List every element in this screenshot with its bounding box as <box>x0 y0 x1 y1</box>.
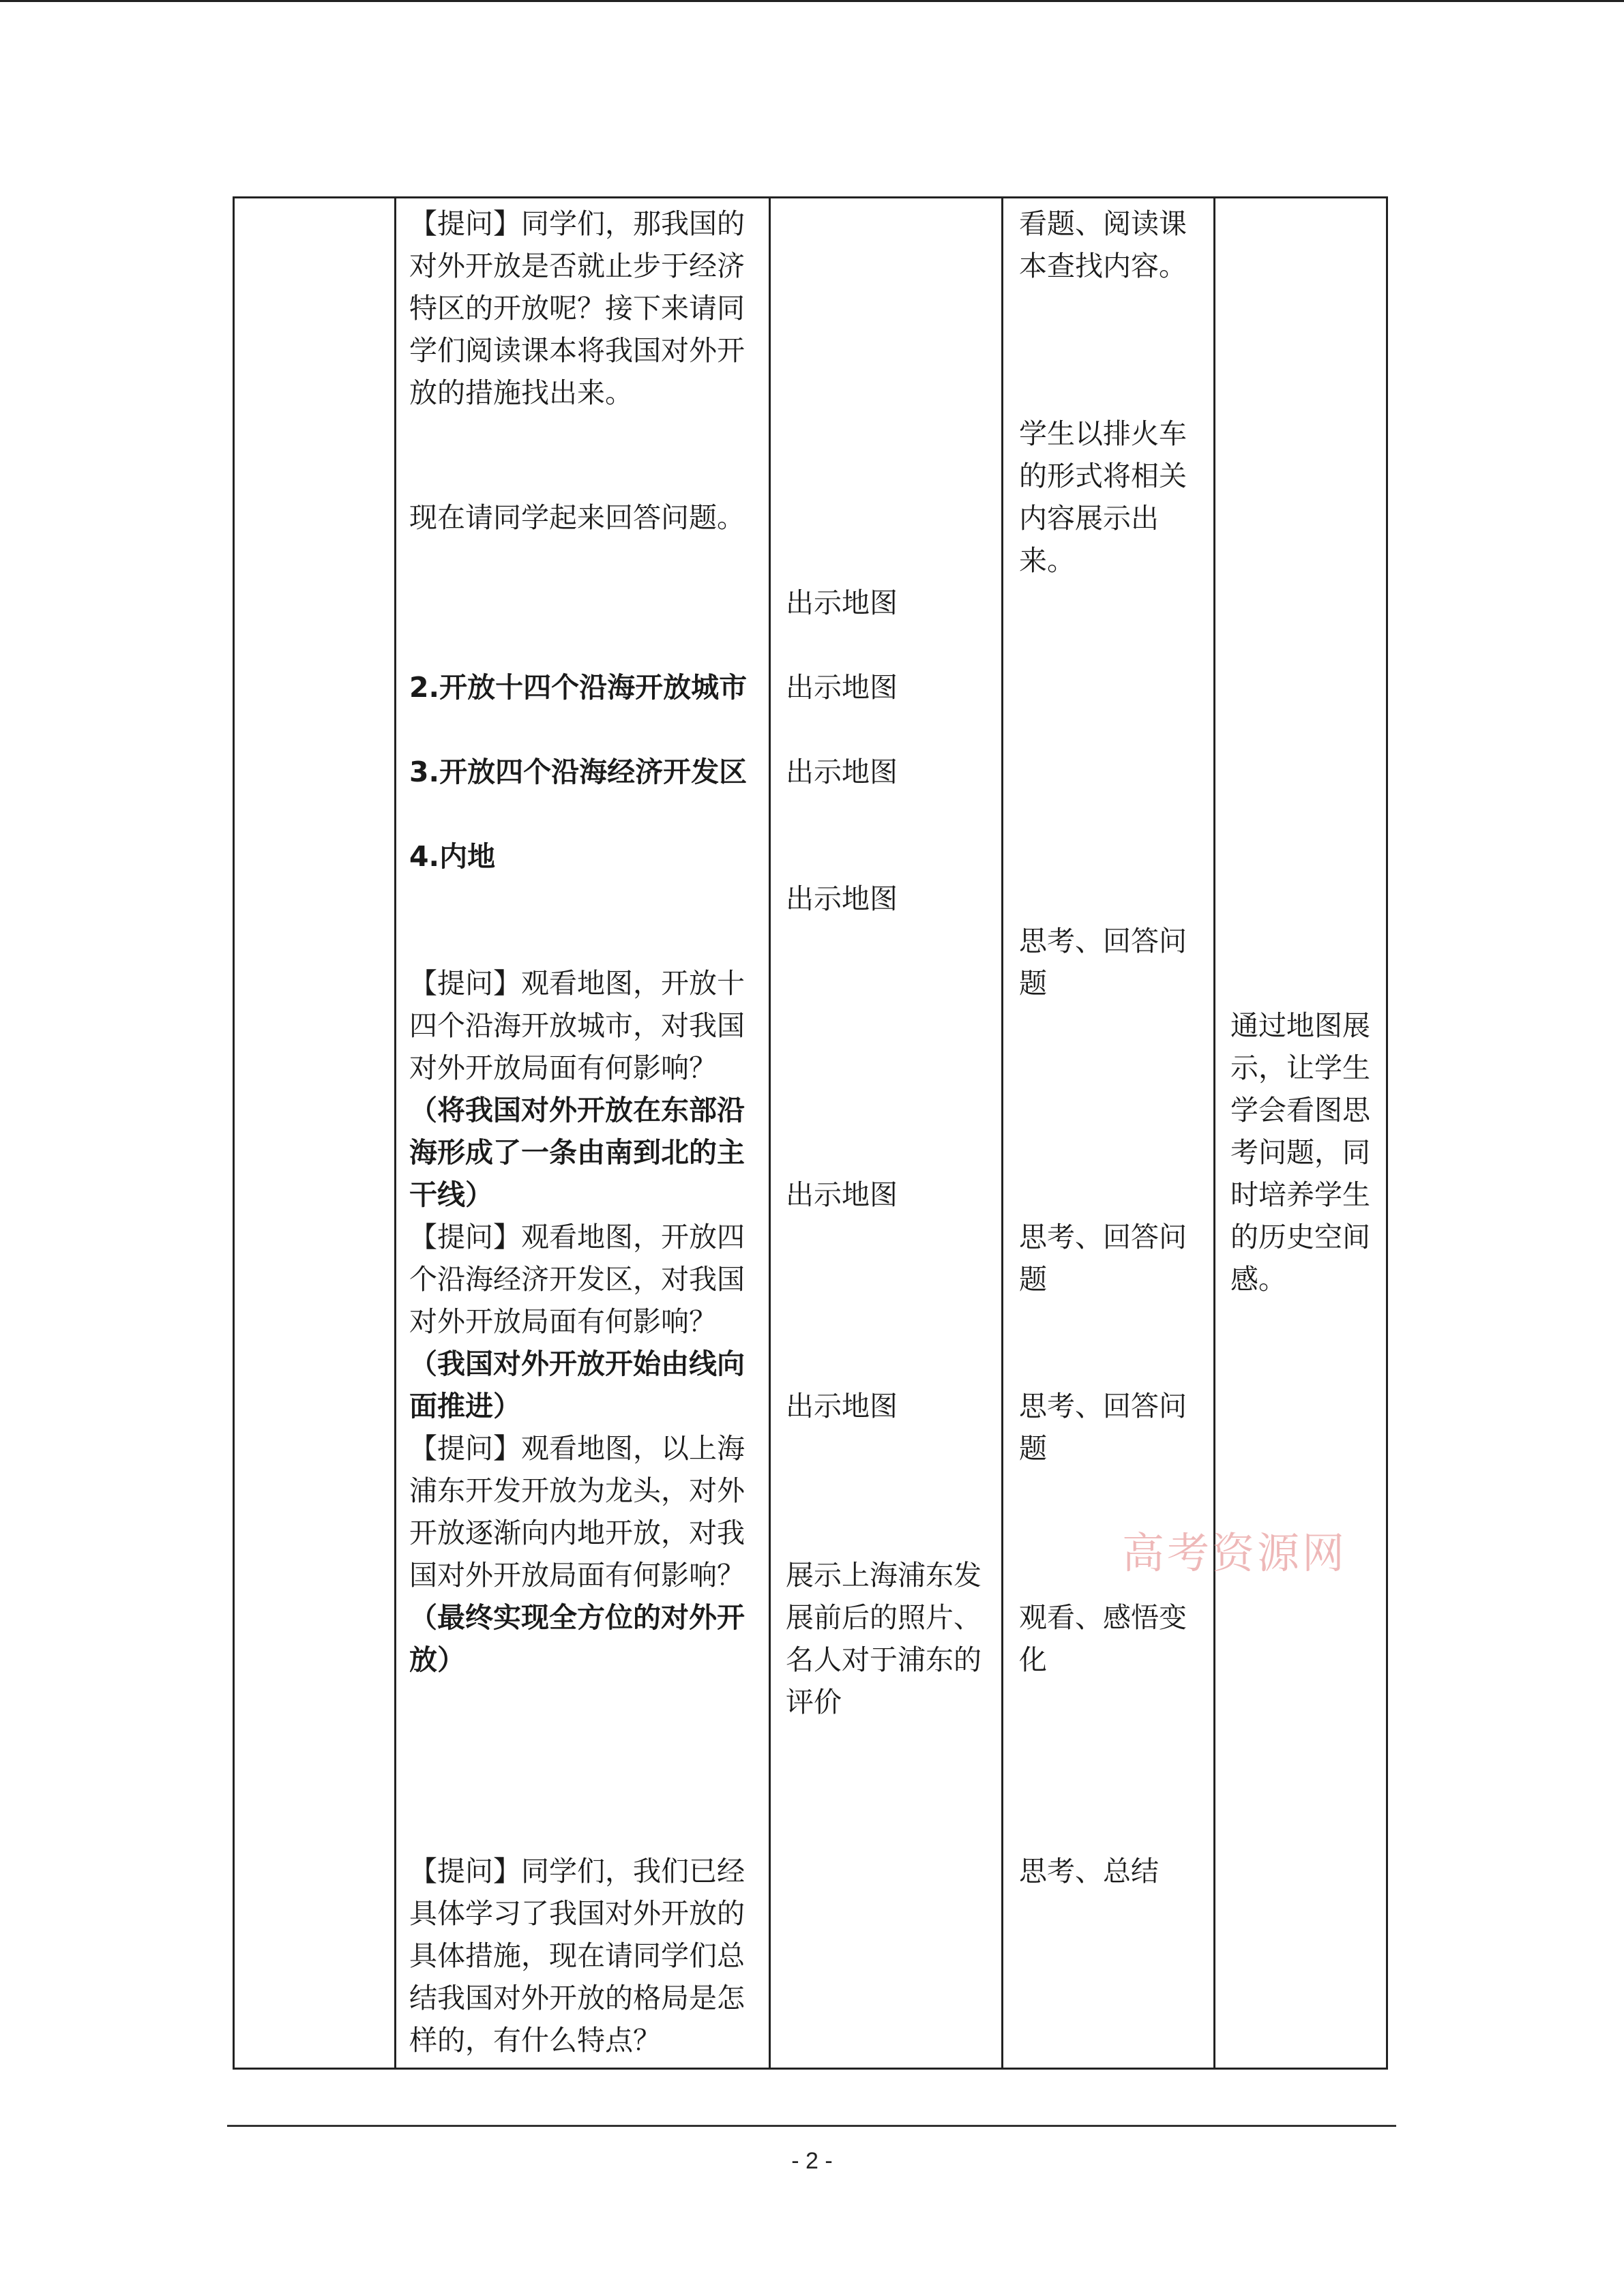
top-border-line <box>0 0 1624 2</box>
watermark-logo: 高考资源网 <box>1122 1528 1348 1578</box>
student-activity-2: 学生以排火车 的形式将相关 内容展示出 来。 <box>1019 417 1187 577</box>
footer-divider <box>227 2125 1396 2127</box>
media-show-map: 出示地图 <box>786 586 898 619</box>
measure-item-3: 3.开放四个沿海经济开发区 <box>409 756 748 788</box>
answer-3: （我国对外开放开始由线向 面推进） <box>409 1347 745 1422</box>
media-show-map: 出示地图 <box>786 756 898 788</box>
lesson-plan-table <box>233 196 1388 2070</box>
media-show-map: 出示地图 <box>786 882 898 915</box>
media-show-map: 出示地图 <box>786 1390 898 1422</box>
answer-2: （将我国对外开放在东部沿 海形成了一条由南到北的主 干线） <box>409 1094 745 1211</box>
column-divider <box>394 198 396 2068</box>
student-activity-1: 看题、阅读课 本查找内容。 <box>1019 207 1187 282</box>
student-activity-7: 思考、总结 <box>1019 1855 1159 1888</box>
student-activity-6: 观看、感悟变 化 <box>1019 1601 1187 1676</box>
column-divider <box>769 198 771 2068</box>
student-activity-4: 思考、回答问 题 <box>1019 1221 1187 1296</box>
column-divider <box>1213 198 1215 2068</box>
teacher-question-2: 【提问】观看地图，开放十 四个沿海开放城市，对我国 对外开放局面有何影响？ <box>409 967 745 1084</box>
teacher-question-4: 【提问】观看地图，以上海 浦东开发开放为龙头，对外 开放逐渐向内地开放，对我 国对外开放局面有何影响？ <box>409 1432 745 1592</box>
media-show-map: 出示地图 <box>786 671 898 704</box>
column-divider <box>1001 198 1003 2068</box>
answer-4: （最终实现全方位的对外开 放） <box>409 1601 745 1676</box>
teacher-question-5: 【提问】同学们，我们已经 具体学习了我国对外开放的 具体措施，现在请同学们总 结我国对外开放的格局是怎 样的，有什么特点？ <box>409 1855 745 2057</box>
page-number: - 2 - <box>791 2148 833 2174</box>
media-pudong-photos: 展示上海浦东发 展前后的照片、 名人对于浦东的 评价 <box>786 1559 981 1718</box>
design-intent: 通过地图展 示，让学生 学会看图思 考问题，同 时培养学生 的历史空间 感。 <box>1230 1009 1370 1296</box>
measure-item-2: 2.开放十四个沿海开放城市 <box>409 671 748 704</box>
media-show-map: 出示地图 <box>786 1178 898 1211</box>
measure-item-4: 4.内地 <box>409 840 496 873</box>
teacher-question-1: 【提问】同学们，那我国的 对外开放是否就止步于经济 特区的开放呢？接下来请同 学们阅读课本将我国对外开 放的措施找出来。 <box>409 207 745 409</box>
teacher-prompt-answer: 现在请同学起来回答问题。 <box>409 501 745 534</box>
teacher-question-3: 【提问】观看地图，开放四 个沿海经济开发区，对我国 对外开放局面有何影响？ <box>409 1221 745 1338</box>
student-activity-5: 思考、回答问 题 <box>1019 1390 1187 1465</box>
student-activity-3: 思考、回答问 题 <box>1019 925 1187 1000</box>
